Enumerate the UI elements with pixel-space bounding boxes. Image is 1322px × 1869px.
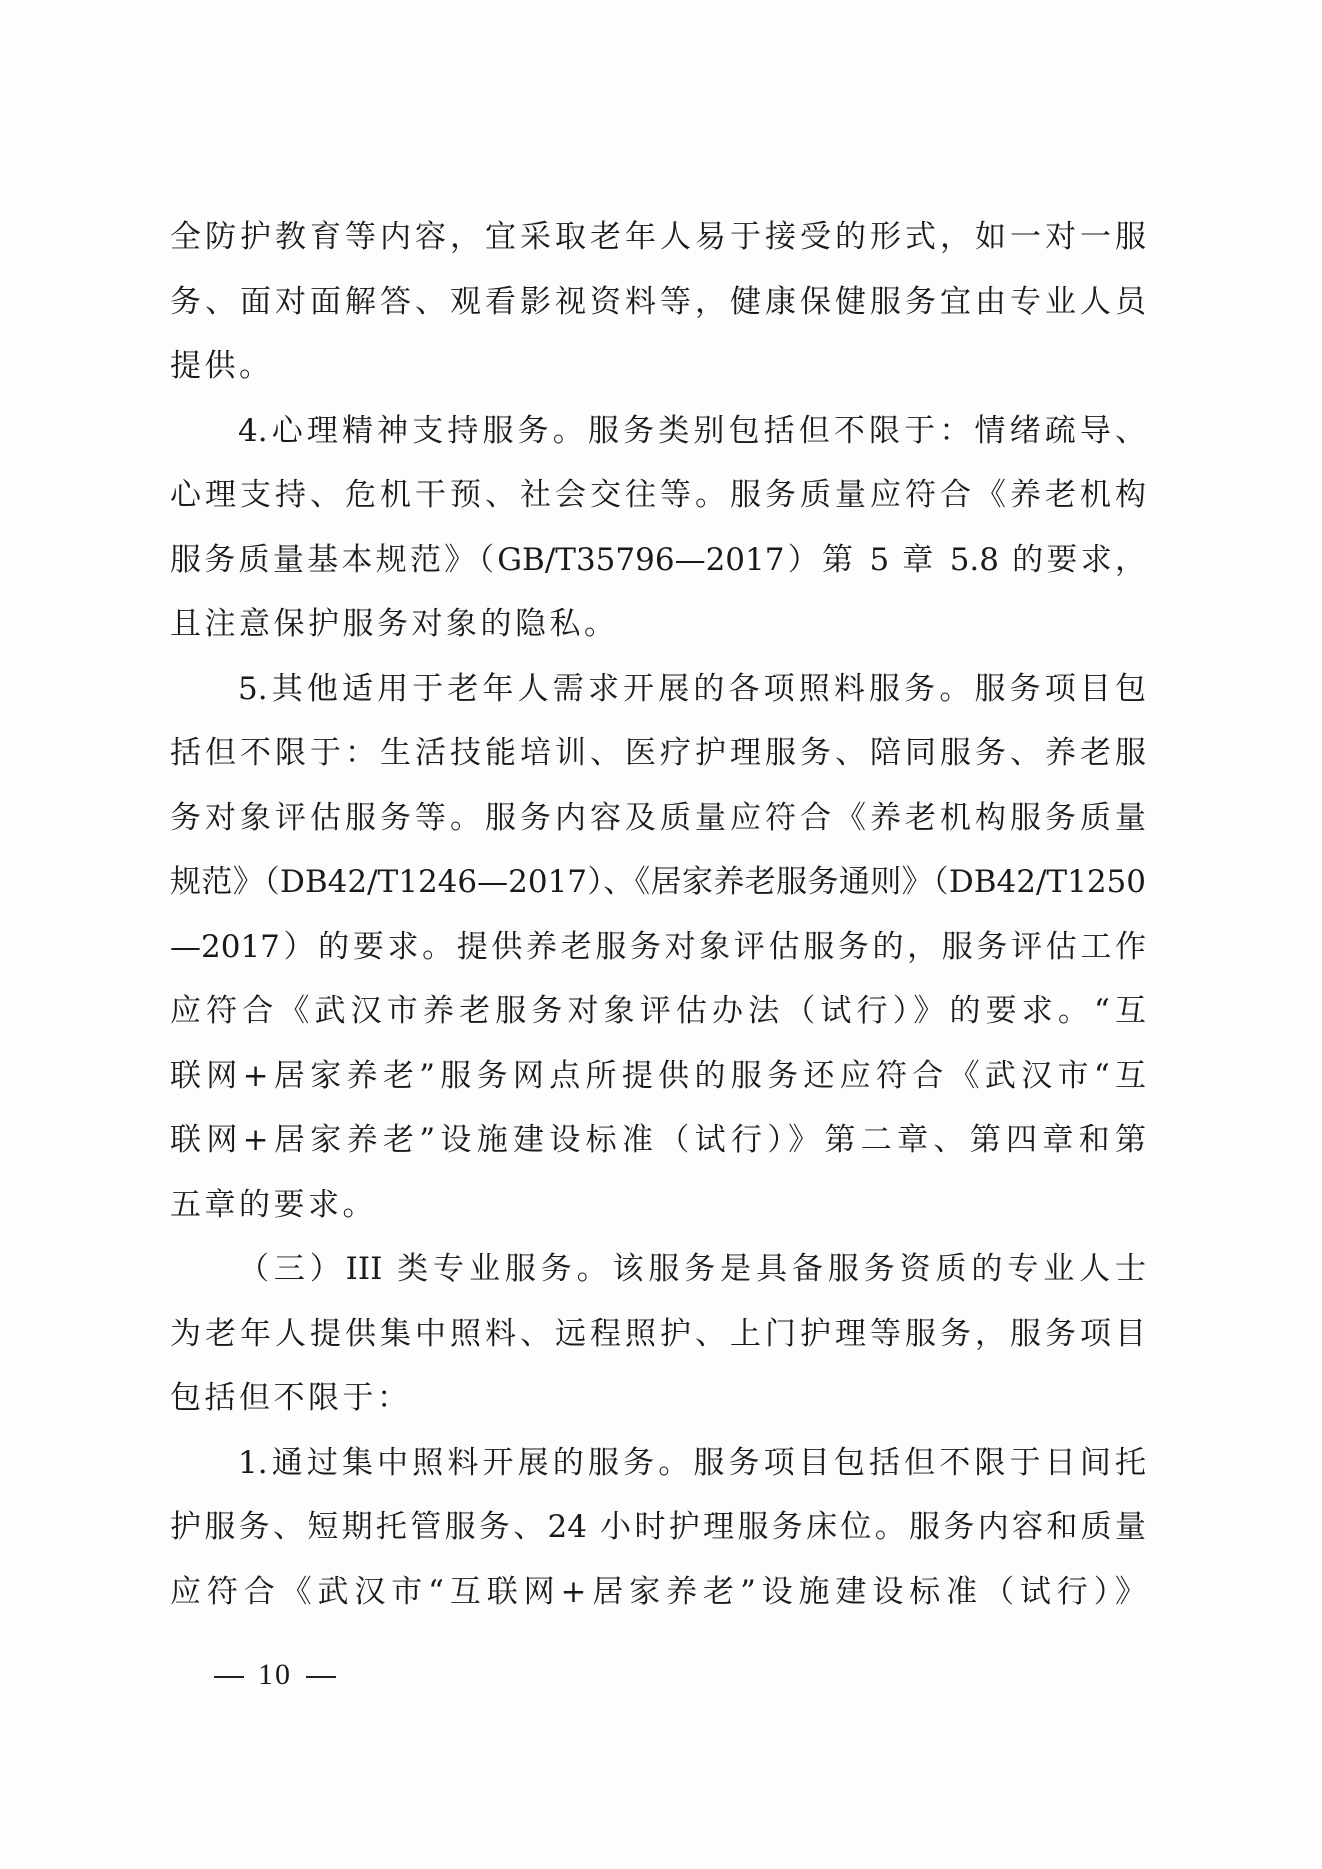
section-heading-line: （三）III 类专业服务。该服务是具备服务资质的专业人士 <box>238 1251 1146 1287</box>
text-line: 联网+居家养老”服务网点所提供的服务还应符合《武汉市“互 <box>170 1057 1146 1094</box>
text-line: 应符合《武汉市养老服务对象评估办法（试行）》的要求。“互 <box>170 993 1146 1029</box>
page-number-value: 10 <box>258 1658 292 1691</box>
dash-right <box>306 1676 336 1678</box>
text-line: 为老年人提供集中照料、远程照护、上门护理等服务，服务项目 <box>170 1315 1146 1352</box>
text-line: 包括但不限于： <box>170 1380 412 1416</box>
text-line: 应符合《武汉市“互联网+居家养老”设施建设标准（试行）》 <box>170 1573 1146 1610</box>
paragraph-heading-line: 1.通过集中照料开展的服务。服务项目包括但不限于日间托 <box>238 1444 1146 1481</box>
text-line: 务、面对面解答、观看影视资料等，健康保健服务宜由专业人员 <box>170 283 1146 320</box>
text-line: 括但不限于：生活技能培训、医疗护理服务、陪同服务、养老服 <box>170 735 1146 771</box>
body-text <box>170 205 1146 1624</box>
text-line: 且注意保护服务对象的隐私。 <box>170 606 619 642</box>
page-number <box>200 1652 350 1698</box>
text-line: —2017）的要求。提供养老服务对象评估服务的，服务评估工作 <box>170 928 1146 965</box>
text-line: 全防护教育等内容，宜采取老年人易于接受的形式，如一对一服 <box>170 219 1146 255</box>
text-line: 五章的要求。 <box>170 1186 377 1223</box>
paragraph-heading-line: 5.其他适用于老年人需求开展的各项照料服务。服务项目包 <box>238 670 1146 707</box>
text-line: 联网+居家养老”设施建设标准（试行）》第二章、第四章和第 <box>170 1122 1146 1158</box>
text-line: 服务质量基本规范》（GB/T35796—2017）第 5 章 5.8 的要求， <box>170 541 1146 578</box>
text-line: 规范》（DB42/T1246—2017）、《居家养老服务通则》（DB42/T1250 <box>170 864 1146 900</box>
dash-left <box>214 1676 244 1678</box>
text-line: 护服务、短期托管服务、24 小时护理服务床位。服务内容和质量 <box>170 1509 1146 1545</box>
paragraph-heading-line: 4.心理精神支持服务。服务类别包括但不限于：情绪疏导、 <box>238 412 1146 449</box>
text-line: 心理支持、危机干预、社会交往等。服务质量应符合《养老机构 <box>170 477 1146 513</box>
text-line: 提供。 <box>170 348 274 384</box>
text-line: 务对象评估服务等。服务内容及质量应符合《养老机构服务质量 <box>170 799 1146 836</box>
